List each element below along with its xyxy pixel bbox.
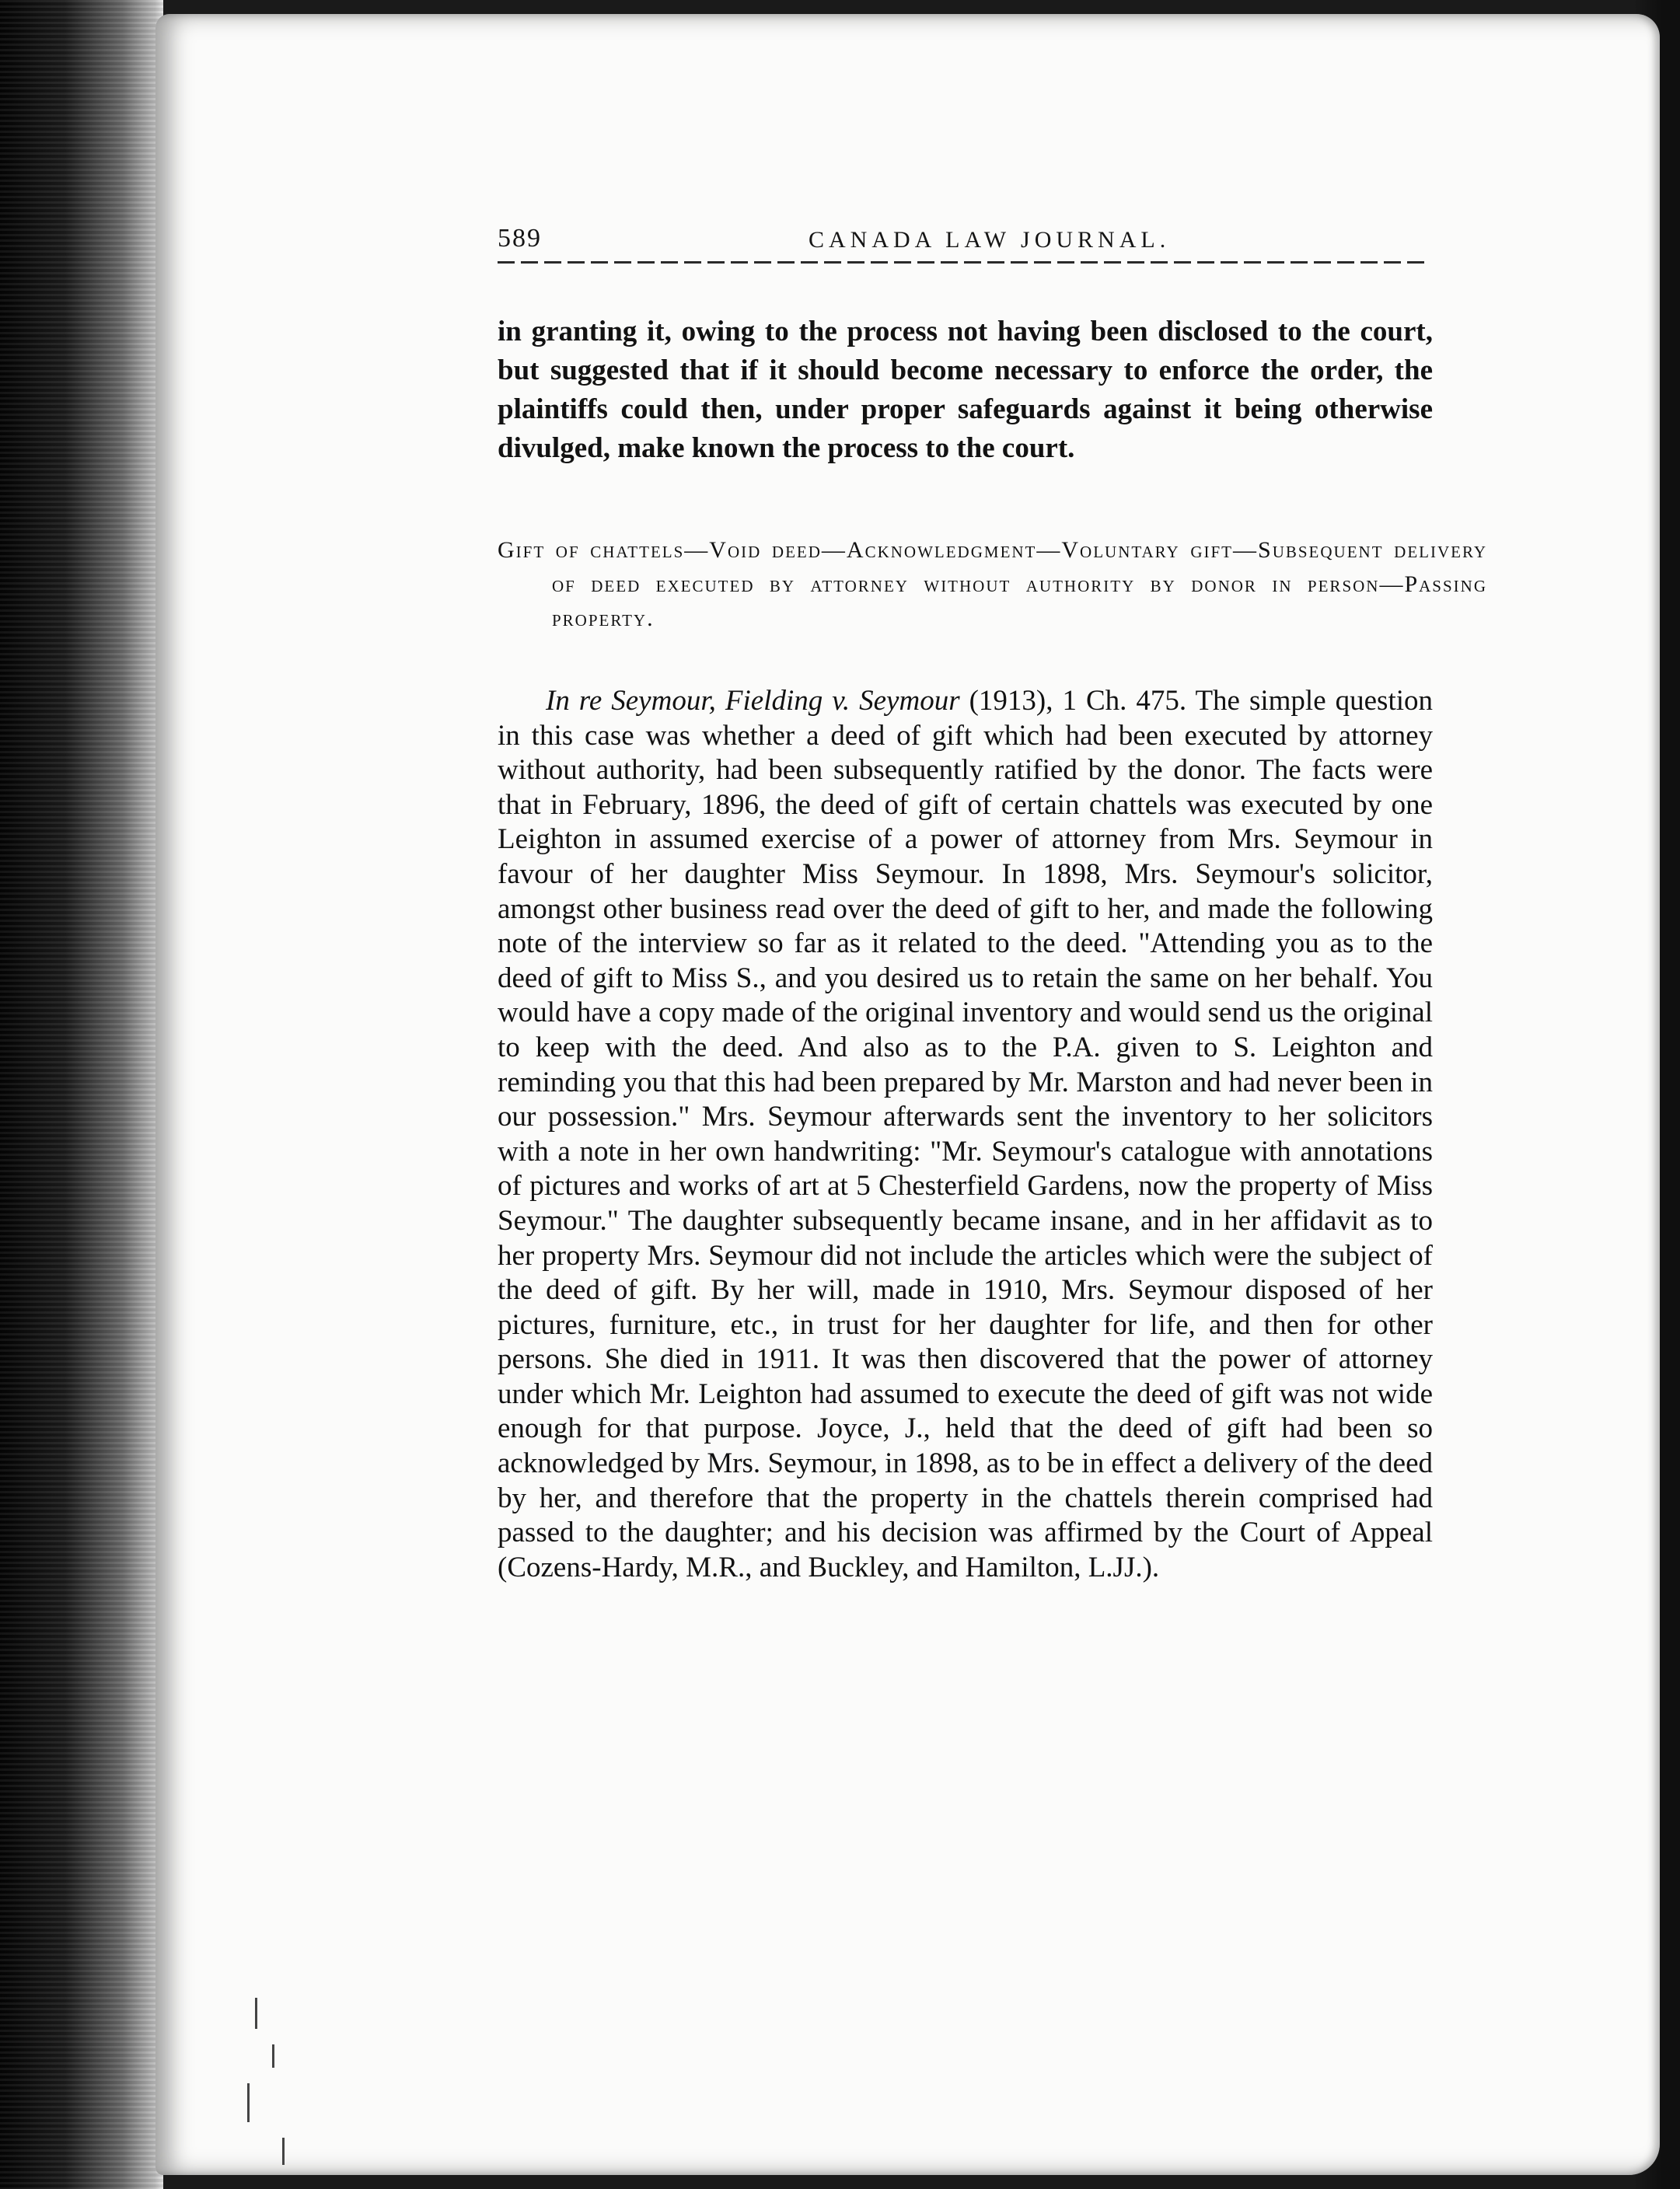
book-binding-edge	[0, 0, 163, 2189]
case-summary-paragraph	[498, 684, 1433, 1585]
continued-paragraph: in granting it, owing to the process not having been disclosed to the court, but suggested that if it should become necessary to enforce the order, the plaintiffs could then, under proper safeguards against it being otherwise divulged, make known the process to the court.	[498, 316, 1433, 464]
scan-artifacts	[224, 1990, 317, 2177]
journal-title: CANADA LAW JOURNAL.	[809, 227, 1171, 253]
case-summary-text: (1913), 1 Ch. 475. The simple question in this case was whether a deed of gift which had been executed by attorney without authority, had been subsequently ratified by the donor. The facts were that in February, 1896, the deed of gift of certain chattels was executed by one Leighton in assumed exercise of a power of attorney from Mrs. Seymour in favour of her daughter Miss Seymour. In 1898, Mrs. Seymour's solicitor, amongst other business read over the deed of gift to her, and made the following note of the interview so far as it related to the deed. "Attending you as to the deed of gift to Miss S., and you desired us to retain the same on her behalf. You would have a copy made of the original inventory and would send us the original to keep with the deed. And also as to the P.A. given to S. Leighton and reminding you that this had been prepared by Mr. Marston and had never been in our possession." Mrs. Seymour afterwards sent the inventory to her solicitors with a note in her own handwriting: "Mr. Seymour's catalogue with annotations of pictures and works of art at 5 Chesterfield Gardens, now the property of Miss Seymour." The daughter subsequently became insane, and in her affidavit as to her property Mrs. Seymour did not include the articles which were the subject of the deed of gift. By her will, made in 1910, Mrs. Seymour disposed of her pictures, furniture, etc., in trust for her daughter for life, and then for other persons. She died in 1911. It was then discovered that the power of attorney under which Mr. Leighton had assumed to execute the deed of gift was not wide enough for that purpose. Joyce, J., held that the deed of gift had been so acknowledged by Mrs. Seymour, in 1898, as to be in effect a delivery of the deed by her, and therefore that the property in the chattels therein comprised had passed to the daughter; and his decision was affirmed by the Court of Appeal (Cozens-Hardy, M.R., and Buckley, and Hamilton, L.JJ.).	[498, 685, 1433, 1583]
running-head	[498, 224, 1430, 267]
header-rule	[498, 261, 1430, 264]
page-number: 589	[498, 224, 542, 253]
case-headnote: Gift of chattels—Void deed—Acknowledgment—Voluntary gift—Subsequent delivery of deed executed by attorney without authority by donor in person—Passing property.	[498, 537, 1487, 631]
case-citation: In re Seymour, Fielding v. Seymour	[546, 685, 960, 717]
